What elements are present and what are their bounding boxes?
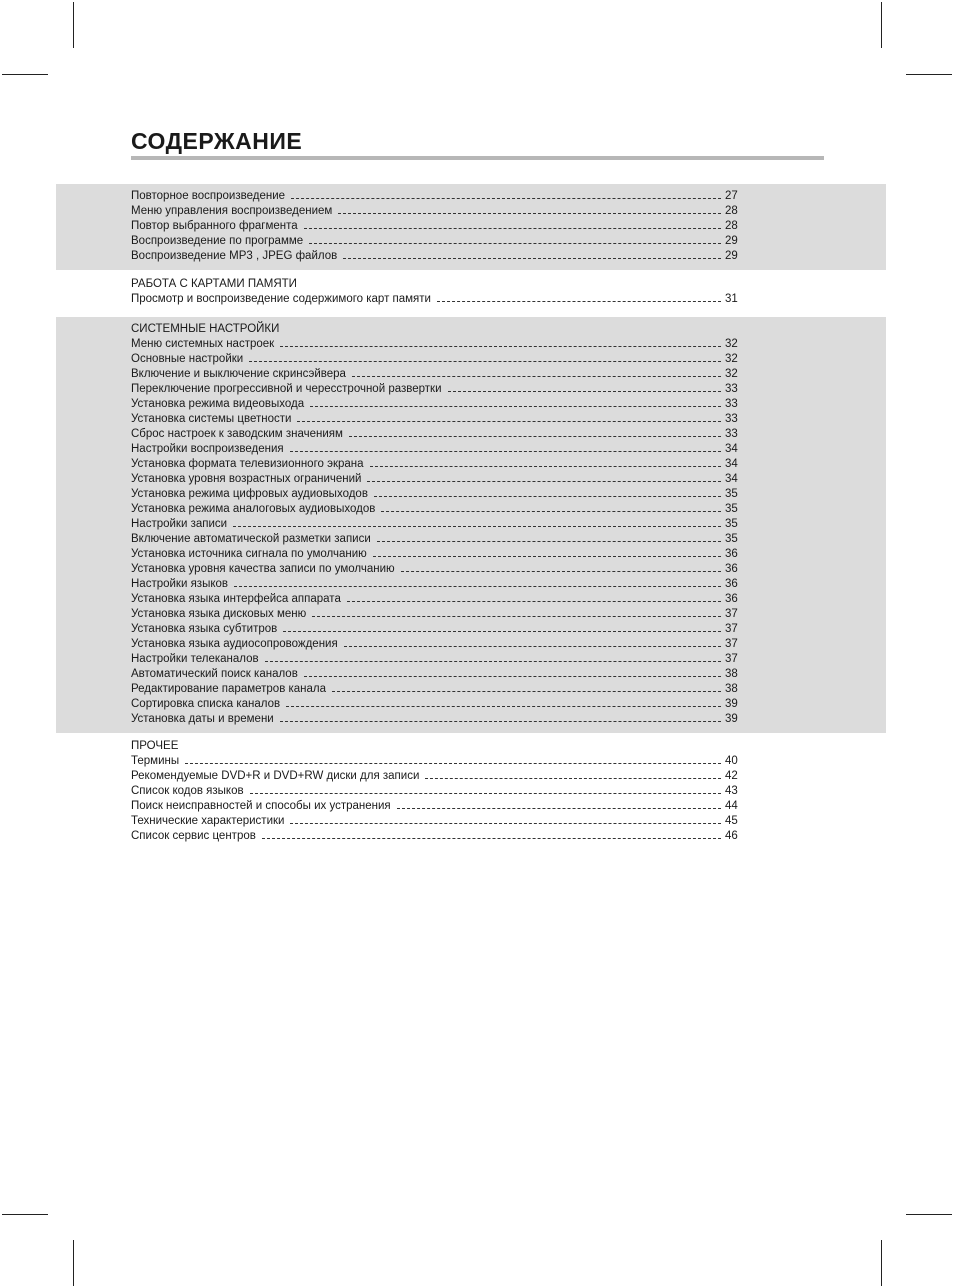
toc-entry-label: Установка даты и времени xyxy=(131,713,274,725)
toc-entry-label: Установка системы цветности xyxy=(131,413,292,425)
crop-mark xyxy=(73,2,74,48)
toc-page-number: 34 xyxy=(725,473,738,485)
toc-entry-label: Настройки воспроизведения xyxy=(131,443,284,455)
toc-section-system-settings xyxy=(56,317,886,733)
toc-page-number: 33 xyxy=(725,428,738,440)
toc-section-heading: РАБОТА С КАРТАМИ ПАМЯТИ xyxy=(131,278,297,290)
toc-page-number: 31 xyxy=(725,293,738,305)
toc-page-number: 42 xyxy=(725,770,738,782)
toc-leader-dots xyxy=(286,697,721,707)
toc-entry-label: Установка источника сигнала по умолчанию xyxy=(131,548,367,560)
toc-leader-dots xyxy=(312,607,721,617)
toc-leader-dots xyxy=(448,382,722,392)
toc-list xyxy=(131,189,741,264)
toc-section-other xyxy=(56,733,886,853)
toc-entry[interactable] xyxy=(131,562,741,577)
toc-entry-label: Сортировка списка каналов xyxy=(131,698,281,710)
toc-page-number: 36 xyxy=(725,548,738,560)
toc-entry[interactable] xyxy=(131,352,741,367)
toc-leader-dots xyxy=(367,472,721,482)
toc-leader-dots xyxy=(401,562,721,572)
toc-entry[interactable] xyxy=(131,622,741,637)
toc-page-number: 27 xyxy=(725,190,738,202)
toc-leader-dots xyxy=(332,682,721,692)
toc-entry-label: Установка языка субтитров xyxy=(131,623,278,635)
crop-mark xyxy=(73,1240,74,1286)
toc-leader-dots xyxy=(304,667,721,677)
toc-list xyxy=(131,322,741,727)
toc-page-number: 37 xyxy=(725,623,738,635)
toc-entry[interactable] xyxy=(131,367,741,382)
crop-mark xyxy=(906,74,952,75)
toc-entry[interactable] xyxy=(131,607,741,622)
toc-leader-dots xyxy=(290,442,721,452)
toc-entry[interactable] xyxy=(131,547,741,562)
toc-entry-label: Повтор выбранного фрагмента xyxy=(131,220,298,232)
toc-page-number: 44 xyxy=(725,800,738,812)
toc-leader-dots xyxy=(309,234,721,244)
toc-entry-label: Список кодов языков xyxy=(131,785,244,797)
toc-page-number: 35 xyxy=(725,518,738,530)
toc-leader-dots xyxy=(280,712,721,722)
toc-entry[interactable] xyxy=(131,457,741,472)
crop-mark xyxy=(881,1240,882,1286)
toc-leader-dots xyxy=(283,622,721,632)
toc-page-number: 38 xyxy=(725,668,738,680)
toc-leader-dots xyxy=(233,517,721,527)
toc-page-number: 36 xyxy=(725,593,738,605)
toc-page-number: 28 xyxy=(725,205,738,217)
toc-entry[interactable] xyxy=(131,754,741,769)
toc-entry[interactable] xyxy=(131,204,741,219)
toc-entry-label: Включение автоматической разметки записи xyxy=(131,533,371,545)
toc-entry-label: Включение и выключение скринсэйвера xyxy=(131,368,346,380)
toc-page-number: 46 xyxy=(725,830,738,842)
toc-entry-label: Рекомендуемые DVD+R и DVD+RW диски для записи xyxy=(131,770,420,782)
toc-entry-label: Настройки записи xyxy=(131,518,228,530)
toc-page-number: 37 xyxy=(725,653,738,665)
toc-entry-label: Установка языка аудиосопровождения xyxy=(131,638,338,650)
toc-leader-dots xyxy=(338,204,721,214)
toc-entry-label: Сброс настроек к заводским значениям xyxy=(131,428,343,440)
toc-entry[interactable] xyxy=(131,637,741,652)
toc-entry[interactable] xyxy=(131,784,741,799)
toc-leader-dots xyxy=(185,754,721,764)
toc-section-playback xyxy=(56,184,886,270)
toc-entry[interactable] xyxy=(131,442,741,457)
toc-page-number: 35 xyxy=(725,533,738,545)
toc-leader-dots xyxy=(437,292,721,302)
toc-entry-label: Воспроизведение MP3 , JPEG файлов xyxy=(131,250,338,262)
toc-list xyxy=(131,739,741,844)
toc-page-number: 39 xyxy=(725,698,738,710)
toc-page-number: 29 xyxy=(725,250,738,262)
toc-entry-label: Установка уровня возрастных ограничений xyxy=(131,473,362,485)
toc-entry-label: Установка уровня качества записи по умолчанию xyxy=(131,563,395,575)
toc-page-number: 33 xyxy=(725,398,738,410)
toc-page-number: 28 xyxy=(725,220,738,232)
toc-leader-dots xyxy=(249,352,721,362)
page-title: СОДЕРЖАНИЕ xyxy=(131,128,303,154)
toc-entry[interactable] xyxy=(131,682,741,697)
toc-entry-label: Воспроизведение по программе xyxy=(131,235,304,247)
toc-section-heading: СИСТЕМНЫЕ НАСТРОЙКИ xyxy=(131,323,280,335)
toc-entry-label: Термины xyxy=(131,755,180,767)
toc-entry-label: Установка языка интерфейса аппарата xyxy=(131,593,341,605)
toc-page-number: 34 xyxy=(725,458,738,470)
toc-leader-dots xyxy=(370,457,721,467)
toc-page-number: 36 xyxy=(725,563,738,575)
toc-entry[interactable] xyxy=(131,652,741,667)
toc-entry-label: Просмотр и воспроизведение содержимого карт памяти xyxy=(131,293,431,305)
toc-section-memory-cards xyxy=(56,270,886,317)
toc-leader-dots xyxy=(290,814,721,824)
toc-entry[interactable] xyxy=(131,712,741,727)
toc-entry-label: Меню системных настроек xyxy=(131,338,275,350)
toc-entry[interactable] xyxy=(131,697,741,712)
crop-mark xyxy=(2,1214,48,1215)
toc-leader-dots xyxy=(291,189,721,199)
toc-page-number: 32 xyxy=(725,338,738,350)
toc-entry[interactable] xyxy=(131,829,741,844)
toc-entry-label: Настройки языков xyxy=(131,578,229,590)
toc-leader-dots xyxy=(250,784,721,794)
toc-leader-dots xyxy=(349,427,721,437)
toc-section-heading: ПРОЧЕЕ xyxy=(131,740,179,752)
toc-page-number: 32 xyxy=(725,368,738,380)
toc-page-number: 40 xyxy=(725,755,738,767)
toc-page-number: 33 xyxy=(725,383,738,395)
toc-entry[interactable] xyxy=(131,292,741,307)
toc-entry[interactable] xyxy=(131,249,741,264)
toc-leader-dots xyxy=(377,532,721,542)
toc-page-number: 39 xyxy=(725,713,738,725)
crop-mark xyxy=(2,74,48,75)
toc-entry[interactable] xyxy=(131,472,741,487)
toc-leader-dots xyxy=(343,249,721,259)
toc-page-number: 32 xyxy=(725,353,738,365)
toc-page-number: 43 xyxy=(725,785,738,797)
toc-page-number: 38 xyxy=(725,683,738,695)
toc-entry-label: Установка режима цифровых аудиовыходов xyxy=(131,488,368,500)
toc-entry[interactable] xyxy=(131,234,741,249)
toc-entry[interactable] xyxy=(131,532,741,547)
toc-leader-dots xyxy=(234,577,721,587)
title-underline xyxy=(131,156,824,160)
toc-entry-label: Основные настройки xyxy=(131,353,244,365)
toc-entry[interactable] xyxy=(131,219,741,234)
toc-entry-label: Переключение прогрессивной и чересстрочной развертки xyxy=(131,383,442,395)
toc-entry[interactable] xyxy=(131,592,741,607)
toc-entry-label: Установка формата телевизионного экрана xyxy=(131,458,364,470)
toc-entry[interactable] xyxy=(131,517,741,532)
toc-entry-label: Повторное воспроизведение xyxy=(131,190,286,202)
toc-page-number: 34 xyxy=(725,443,738,455)
toc-leader-dots xyxy=(262,829,721,839)
toc-page-number: 37 xyxy=(725,608,738,620)
toc-leader-dots xyxy=(280,337,721,347)
toc-list xyxy=(131,277,741,307)
toc-entry[interactable] xyxy=(131,667,741,682)
toc-leader-dots xyxy=(425,769,721,779)
toc-entry[interactable] xyxy=(131,382,741,397)
toc-entry[interactable] xyxy=(131,337,741,352)
toc-entry[interactable] xyxy=(131,412,741,427)
toc-entry[interactable] xyxy=(131,799,741,814)
toc-leader-dots xyxy=(344,637,721,647)
toc-entry[interactable] xyxy=(131,502,741,517)
toc-leader-dots xyxy=(381,502,721,512)
toc-entry-label: Поиск неисправностей и способы их устранения xyxy=(131,800,391,812)
toc-entry[interactable] xyxy=(131,487,741,502)
toc-page-number: 35 xyxy=(725,503,738,515)
toc-leader-dots xyxy=(374,487,721,497)
toc-entry-label: Технические характеристики xyxy=(131,815,285,827)
toc-leader-dots xyxy=(397,799,721,809)
toc-entry-label: Редактирование параметров канала xyxy=(131,683,327,695)
toc-entry[interactable] xyxy=(131,189,741,204)
toc-leader-dots xyxy=(265,652,721,662)
toc-leader-dots xyxy=(352,367,721,377)
toc-entry-label: Меню управления воспроизведением xyxy=(131,205,333,217)
toc-leader-dots xyxy=(304,219,721,229)
toc-page-number: 36 xyxy=(725,578,738,590)
toc-entry[interactable] xyxy=(131,769,741,784)
crop-mark xyxy=(881,2,882,48)
toc-page-number: 45 xyxy=(725,815,738,827)
toc-leader-dots xyxy=(347,592,721,602)
toc-entry[interactable] xyxy=(131,814,741,829)
toc-leader-dots xyxy=(373,547,721,557)
toc-entry-label: Список сервис центров xyxy=(131,830,256,842)
toc-page-number: 29 xyxy=(725,235,738,247)
toc-entry[interactable] xyxy=(131,577,741,592)
toc-entry-label: Настройки телеканалов xyxy=(131,653,259,665)
toc-entry-label: Автоматический поиск каналов xyxy=(131,668,298,680)
toc-entry[interactable] xyxy=(131,427,741,442)
toc-entry-label: Установка языка дисковых меню xyxy=(131,608,307,620)
toc-entry-label: Установка режима аналоговых аудиовыходов xyxy=(131,503,376,515)
toc-entry-label: Установка режима видеовыхода xyxy=(131,398,305,410)
toc-leader-dots xyxy=(297,412,721,422)
toc-leader-dots xyxy=(310,397,721,407)
crop-mark xyxy=(906,1214,952,1215)
toc-page-number: 33 xyxy=(725,413,738,425)
toc-entry[interactable] xyxy=(131,397,741,412)
toc-page-number: 37 xyxy=(725,638,738,650)
toc-page-number: 35 xyxy=(725,488,738,500)
